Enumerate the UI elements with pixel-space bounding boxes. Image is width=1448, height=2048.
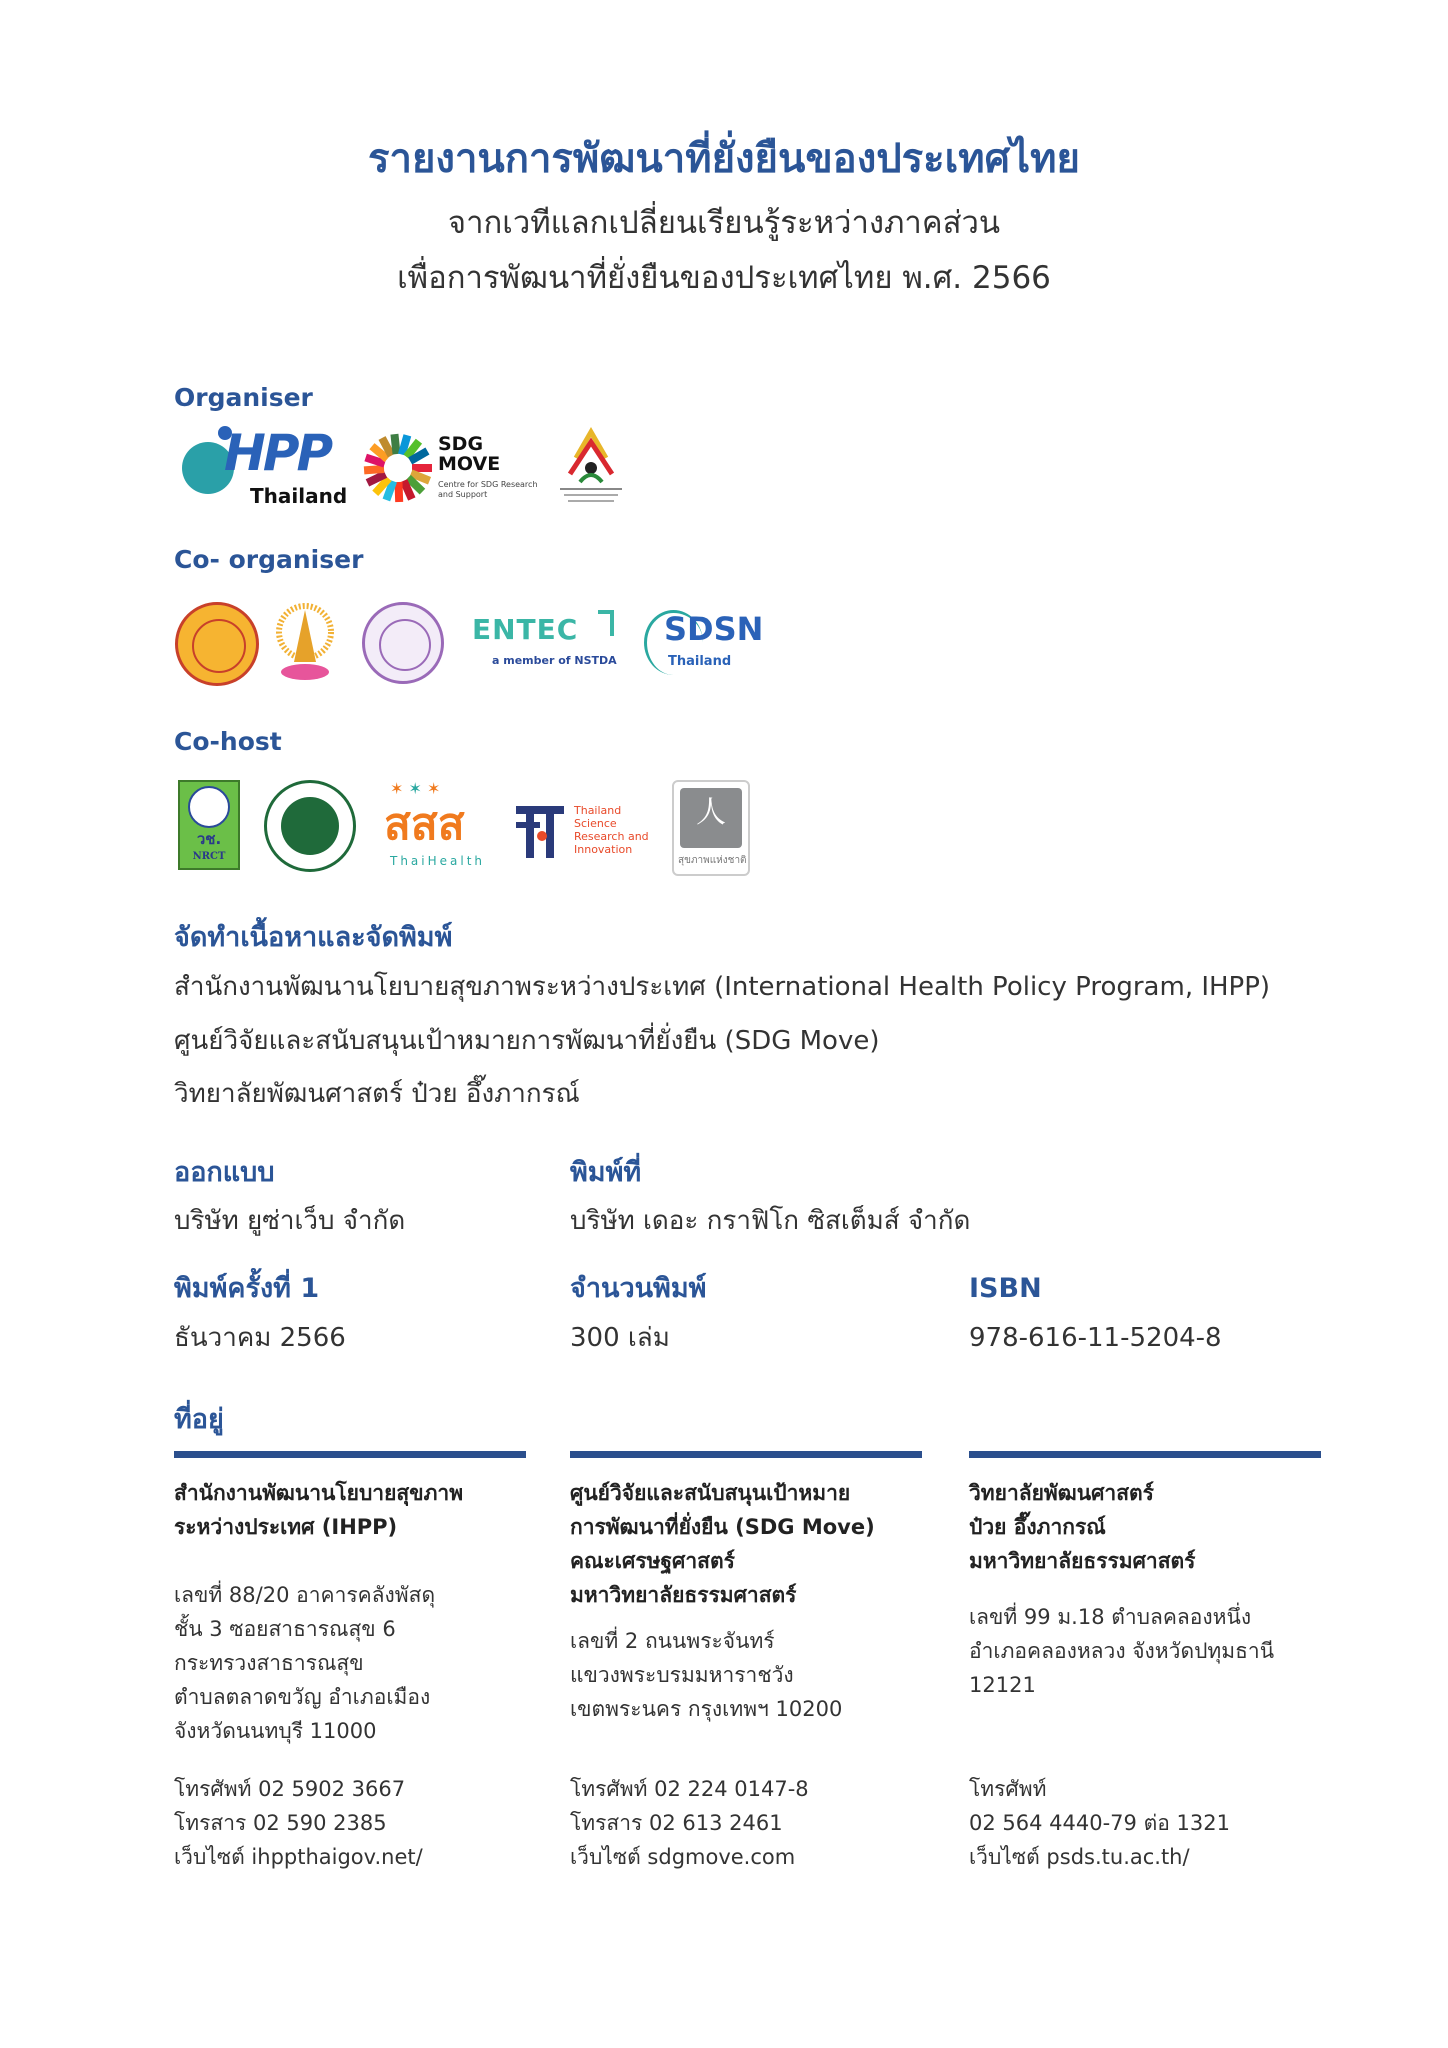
sdg-move-logo-text: SDG MOVE bbox=[438, 433, 501, 475]
print-label: พิมพ์ที่ bbox=[570, 1157, 642, 1188]
org-name: คณะเศรษฐศาสตร์ bbox=[570, 1549, 735, 1573]
edition-label: พิมพ์ครั้งที่ 1 bbox=[174, 1273, 320, 1304]
content-heading: จัดทำเนื้อหาและจัดพิมพ์ bbox=[174, 922, 453, 953]
address-line: เลขที่ 99 ม.18 ตำบลคลองหนึ่ง bbox=[969, 1605, 1252, 1629]
design-value: บริษัท ยูซ่าเว็บ จำกัด bbox=[174, 1206, 406, 1236]
sdsn-logo-sub: Thailand bbox=[668, 654, 732, 669]
nrct-logo bbox=[178, 780, 240, 870]
thaihealth-stars-icon: ✶ ✶ ✶ bbox=[390, 779, 441, 798]
tsri-logo bbox=[516, 804, 649, 860]
entec-logo-sub: a member of NSTDA bbox=[492, 654, 617, 667]
thaihealth-logo-text: สสส bbox=[384, 799, 465, 850]
copies-value: 300 เล่ม bbox=[570, 1323, 670, 1353]
address-column-sdgmove bbox=[570, 1476, 950, 1874]
address-line: จังหวัดนนทบุรี 11000 bbox=[174, 1719, 377, 1743]
print-value: บริษัท เดอะ กราฟิโก ซิสเต็มส์ จำกัด bbox=[570, 1206, 971, 1236]
phone: โทรศัพท์ 02 5902 3667 bbox=[174, 1777, 406, 1801]
copies-label: จำนวนพิมพ์ bbox=[570, 1273, 707, 1304]
isbn-value: 978-616-11-5204-8 bbox=[969, 1323, 1222, 1353]
phone: โทรศัพท์ 02 224 0147-8 bbox=[570, 1777, 809, 1801]
website-link[interactable]: เว็บไซต์ ihppthaigov.net/ bbox=[174, 1845, 423, 1869]
isbn-label: ISBN bbox=[969, 1273, 1042, 1304]
address-line: กระทรวงสาธารณสุข bbox=[174, 1651, 364, 1675]
design-label: ออกแบบ bbox=[174, 1157, 275, 1188]
archaeology-faculty-logo bbox=[362, 602, 444, 684]
address-line: ชั้น 3 ซอยสาธารณสุข 6 bbox=[174, 1617, 396, 1641]
phone: 02 564 4440-79 ต่อ 1321 bbox=[969, 1811, 1230, 1835]
divider bbox=[969, 1451, 1321, 1458]
address-heading: ที่อยู่ bbox=[174, 1404, 224, 1435]
website-link[interactable]: เว็บไซต์ sdgmove.com bbox=[570, 1845, 796, 1869]
address-line: 12121 bbox=[969, 1673, 1036, 1697]
org-name: วิทยาลัยพัฒนศาสตร์ bbox=[969, 1481, 1154, 1505]
thaihealth-logo bbox=[384, 780, 494, 872]
website-link[interactable]: เว็บไซต์ psds.tu.ac.th/ bbox=[969, 1845, 1190, 1869]
content-line: วิทยาลัยพัฒนศาสตร์ ป๋วย อึ๊งภากรณ์ bbox=[174, 1079, 580, 1109]
content-line: สำนักงานพัฒนานโยบายสุขภาพระหว่างประเทศ (International Health Policy Program, IHPP) bbox=[174, 972, 1271, 1002]
ihpp-logo: HPP Thailand bbox=[180, 426, 340, 510]
ihpp-logo-text: Thailand bbox=[250, 484, 348, 508]
organiser-label: Organiser bbox=[174, 383, 313, 412]
org-name: ศูนย์วิจัยและสนับสนุนเป้าหมาย bbox=[570, 1481, 851, 1505]
sdg-move-logo bbox=[362, 430, 542, 506]
tsri-logo-text: Thailand Science Research and Innovation bbox=[574, 804, 649, 856]
sdsn-thailand-logo bbox=[644, 608, 764, 678]
divider bbox=[174, 1451, 526, 1458]
org-name: มหาวิทยาลัยธรรมศาสตร์ bbox=[969, 1549, 1196, 1573]
org-name: ระหว่างประเทศ (IHPP) bbox=[174, 1515, 398, 1539]
address-line: เลขที่ 2 ถนนพระจันทร์ bbox=[570, 1629, 775, 1653]
nationalhealth-logo-sub: สุขภาพแห่งชาติ bbox=[678, 855, 747, 866]
address-line: เขตพระนคร กรุงเทพฯ 10200 bbox=[570, 1697, 843, 1721]
subtitle-line-1: จากเวทีแลกเปลี่ยนเรียนรู้ระหว่างภาคส่วน bbox=[447, 205, 1001, 241]
nrct-logo-sub: NRCT bbox=[192, 851, 226, 862]
content-line: ศูนย์วิจัยและสนับสนุนเป้าหมายการพัฒนาที่ยั่งยืน (SDG Move) bbox=[174, 1026, 880, 1056]
nationalhealth-commission-logo: 人 สุขภาพแห่งชาติ bbox=[672, 780, 750, 876]
address-line: แขวงพระบรมมหาราชวัง bbox=[570, 1663, 794, 1687]
sdg-move-logo-sub: Centre for SDG Research and Support bbox=[438, 480, 538, 499]
address-column-psds bbox=[969, 1476, 1349, 1874]
fax: โทรสาร 02 613 2461 bbox=[570, 1811, 783, 1835]
co-host-label: Co-host bbox=[174, 727, 282, 756]
thammasat-logo bbox=[175, 602, 259, 686]
divider bbox=[570, 1451, 922, 1458]
org-name: การพัฒนาที่ยั่งยืน (SDG Move) bbox=[570, 1515, 875, 1539]
page-title: รายงานการพัฒนาที่ยั่งยืนของประเทศไทย bbox=[368, 136, 1080, 182]
ministry-of-public-health-logo bbox=[264, 780, 356, 872]
phone-label: โทรศัพท์ bbox=[969, 1777, 1047, 1801]
org-name: สำนักงานพัฒนานโยบายสุขภาพ bbox=[174, 1481, 464, 1505]
org-name: มหาวิทยาลัยธรรมศาสตร์ bbox=[570, 1583, 797, 1607]
org-name: ป๋วย อึ๊งภากรณ์ bbox=[969, 1515, 1106, 1539]
nrct-logo-text: วช. bbox=[196, 830, 222, 848]
edition-value: ธันวาคม 2566 bbox=[174, 1323, 346, 1353]
sdsn-logo-text: SDSN bbox=[664, 610, 764, 648]
subtitle-line-2: เพื่อการพัฒนาที่ยั่งยืนของประเทศไทย พ.ศ. 2566 bbox=[397, 260, 1051, 296]
address-column-ihpp bbox=[174, 1476, 554, 1874]
entec-logo bbox=[472, 610, 617, 674]
thaihealth-logo-sub: ThaiHealth bbox=[390, 854, 486, 868]
address-line: ตำบลตลาดขวัญ อำเภอเมือง bbox=[174, 1685, 431, 1709]
fax: โทรสาร 02 590 2385 bbox=[174, 1811, 387, 1835]
address-line: อำเภอคลองหลวง จังหวัดปทุมธานี bbox=[969, 1639, 1275, 1663]
co-organiser-label: Co- organiser bbox=[174, 545, 364, 574]
psds-logo bbox=[554, 424, 628, 508]
entec-logo-text: ENTEC bbox=[472, 613, 579, 646]
chulalongkorn-logo bbox=[276, 600, 334, 688]
address-line: เลขที่ 88/20 อาคารคลังพัสดุ bbox=[174, 1583, 436, 1607]
